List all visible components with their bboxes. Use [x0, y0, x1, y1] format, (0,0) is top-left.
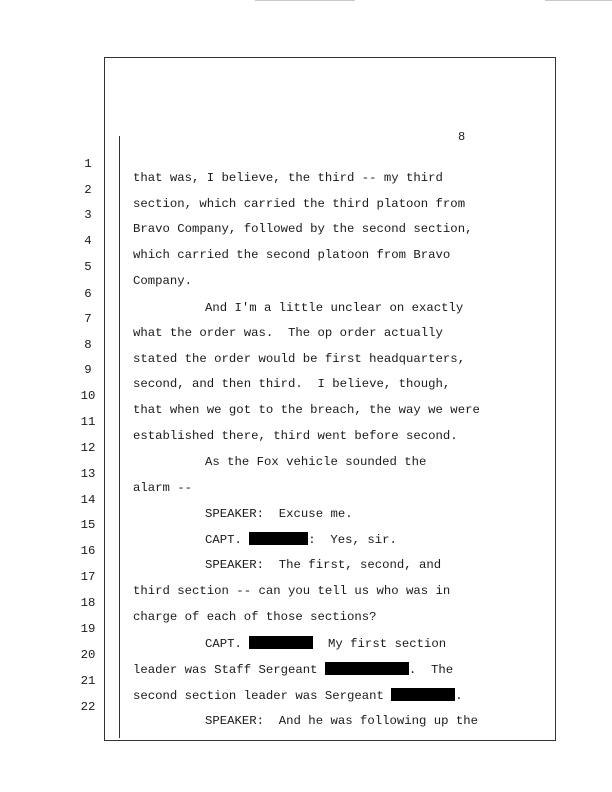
line-text: third section -- can you tell us who was in	[133, 584, 451, 598]
line-text: charge of each of those sections?	[133, 610, 377, 624]
line-number: 10	[80, 389, 96, 403]
line-text: SPEAKER: The first, second, and	[205, 558, 442, 572]
transcript-line	[0, 273, 612, 315]
line-text: And I'm a little unclear on exactly	[205, 301, 464, 315]
line-number: 8	[84, 338, 92, 352]
line-number: 20	[80, 648, 96, 662]
line-number: 14	[80, 493, 96, 507]
line-number: 6	[84, 287, 92, 301]
line-number: 21	[80, 674, 96, 688]
line-text: what the order was. The op order actually	[133, 326, 443, 340]
page-number: 8	[458, 130, 466, 144]
transcript-line	[0, 608, 612, 651]
transcript-line	[0, 453, 612, 495]
line-number: 7	[84, 312, 92, 326]
text-before-redaction: leader was Staff Sergeant	[133, 663, 325, 677]
scan-edge-mark	[545, 0, 612, 1]
transcript-line	[0, 375, 612, 417]
transcript-line	[0, 634, 612, 677]
line-text: section, which carried the third platoon from	[133, 197, 466, 211]
transcript-line	[0, 660, 612, 703]
line-number: 18	[80, 596, 96, 610]
line-text: which carried the second platoon from Bravo	[133, 248, 451, 262]
line-number: 4	[84, 234, 92, 248]
transcript-line	[0, 143, 612, 185]
line-text: second, and then third. I believe, though,	[133, 377, 451, 391]
line-number: 5	[84, 260, 92, 274]
line-number: 11	[80, 415, 96, 429]
line-text: SPEAKER: And he was following up the	[205, 714, 479, 728]
line-number: 9	[84, 363, 92, 377]
line-number: 12	[80, 441, 96, 455]
line-text: stated the order would be first headquarters,	[133, 352, 466, 366]
transcript-line	[0, 479, 612, 521]
speaker-text: : Yes, sir.	[308, 533, 397, 547]
line-text: As the Fox vehicle sounded the	[205, 455, 427, 469]
transcript-line	[0, 298, 612, 340]
transcript-line	[0, 349, 612, 391]
transcript-line	[0, 194, 612, 236]
line-text: that when we got to the breach, the way we were	[133, 403, 480, 417]
transcript-line	[0, 504, 612, 547]
line-number: 16	[80, 544, 96, 558]
scan-edge-mark	[255, 0, 355, 1]
transcript-line	[0, 169, 612, 211]
speaker-label: CAPT.	[205, 637, 250, 651]
transcript-line	[0, 220, 612, 262]
line-text: Company.	[133, 274, 193, 288]
text-after-redaction: .	[455, 689, 463, 703]
transcript-line	[0, 530, 612, 572]
transcript-line	[0, 427, 612, 469]
text-before-redaction: second section leader was Sergeant	[133, 689, 392, 703]
transcript-line	[0, 582, 612, 624]
speaker-text: My first section	[313, 637, 447, 651]
line-number: 19	[80, 622, 96, 636]
line-text: SPEAKER: Excuse me.	[205, 507, 353, 521]
line-number: 3	[84, 208, 92, 222]
text-after-redaction: . The	[408, 663, 454, 677]
transcript-line	[0, 401, 612, 443]
line-text: alarm --	[133, 481, 193, 495]
line-number: 15	[80, 518, 96, 532]
line-text: that was, I believe, the third -- my third	[133, 171, 443, 185]
transcript-line	[0, 556, 612, 598]
line-text: established there, third went before second.	[133, 429, 458, 443]
line-number: 17	[80, 570, 96, 584]
line-number: 22	[80, 700, 96, 714]
transcript-line	[0, 686, 612, 728]
line-text: Bravo Company, followed by the second section,	[133, 222, 473, 236]
line-number: 1	[84, 157, 92, 171]
line-number: 2	[84, 183, 92, 197]
transcript-line	[0, 246, 612, 288]
speaker-label: CAPT.	[205, 533, 250, 547]
transcript-line	[0, 324, 612, 366]
line-number: 13	[80, 467, 96, 481]
